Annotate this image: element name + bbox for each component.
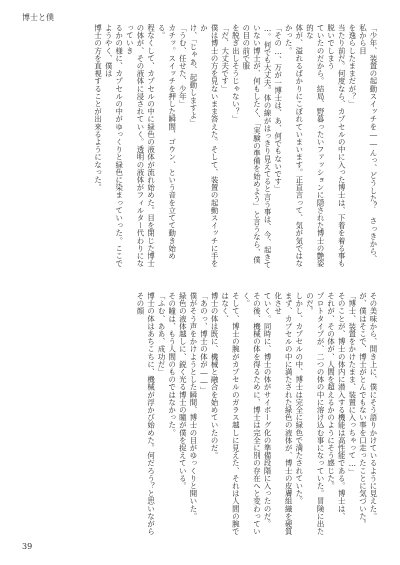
text-line: ていく。同時に、博士の体がサイボーグ化の準備段階に入ったのだ。 — [263, 292, 273, 528]
text-line: 程なくして、カプセルの中に緑色の液体が流れ始めた。目を閉じた博士 — [146, 24, 156, 268]
text-line: それが、その体が、人間を超えるかのようにそう感じた。 — [326, 292, 336, 490]
top-text-block — [92, 24, 378, 270]
page-header: 博士と僕 — [22, 13, 54, 22]
text-line: まず、カプセルの中に満たされた緑色の液体が、博士の皮膚組織を硬質化させ — [273, 292, 294, 536]
text-line: 僕がそう声をかけようとした瞬間、博士の目がゆっくりと開いた。 — [188, 292, 198, 520]
text-line: 当たり前だ。何度なら、カプセルの中に入った博士は、下着を着る事も脱いでしまう — [326, 24, 347, 268]
text-line: 「その…、万が一博士は、あ、何でもないです」 — [273, 24, 283, 193]
text-line: その瞳は、もう人間のものではなかった。 — [167, 292, 177, 437]
text-line: 「少年、装置の起動スイッチを――んっ、どうした？ さっきから、私から目 — [358, 24, 378, 263]
text-line: 「ふむ、ああ、成功だ」 — [157, 292, 167, 376]
text-line: プロトタイプが、二つの体の中に溶け込む事になっていた。冒険に出たのだ。 — [305, 292, 326, 536]
text-line: 体が、溢れるばかりにこぼれていまいます。正直言って、気が気ではなかった。 — [284, 24, 304, 268]
text-line: け、「じゃあ、起動しますよ」 — [188, 24, 198, 127]
text-line: ていたのだから。結局、野暮ったいファッションに隠された博士の艶姿的な — [305, 24, 326, 268]
text-line: 「だ、大丈夫です」 — [220, 24, 230, 93]
bottom-text-block — [134, 292, 378, 542]
text-line: その美味から、開き上に、僕にそう語りかけているように見えた。 — [369, 292, 378, 520]
text-line: 緑色の液体越しに、鋭く光る博士の瞳が僕を捉えている。 — [178, 292, 188, 490]
text-line: カチッ。スイッチを押した瞬間、ゴウン、という音を立てて動き始める。 — [157, 24, 177, 260]
text-line: 博士の体は既に、機械と融合を始めていたのだ。 — [210, 292, 220, 460]
text-line: を逸らしたままだが？」 — [347, 24, 357, 108]
text-line: 「うむ、任せた、少年」 — [178, 24, 188, 108]
text-line: の体が、その液体に浸されていく。透明の液体がフィルター代わりになっていき — [125, 24, 145, 268]
text-line: 僕は博士の方を見ないまま答えた。そして、装置の起動スイッチに手をか — [199, 24, 220, 268]
text-line: を脱ぎ出しそうじゃない？」 — [231, 24, 241, 123]
text-line: …。何でも大丈夫。体の線がはっきり見えてると言う事は、今、起きて — [263, 24, 273, 269]
text-line: その後、機械の体を得るために、博士は完全に別の存在へと変わっていく。 — [241, 292, 262, 536]
page-number: 39 — [22, 542, 33, 551]
text-line: いない博士が、何もしたく、「実験の準備を始めよう」と言うなら、僕の目の前で服 — [241, 24, 262, 264]
text-line: そして、博士の腕がカプセルのガラス越しに見えた、それは人間の腕ではなく、 — [220, 292, 241, 536]
text-line: そのことが、博士の体内に潜入する機能は高性能である。博士は、 — [337, 292, 347, 520]
text-line: 「あのっ、博士の体が――」 — [199, 292, 209, 394]
text-line: 博士の体はあちこちに、機械が浮かび始めた。何だろう？と思いながらその顔 — [135, 292, 156, 536]
text-line: が、僕はそこで、博士がとんでもない事を口走ったことに気づいた。 — [358, 292, 368, 528]
text-line: るかの様に、カプセルの中がゆっくりと緑色に染まっていった。ここでようやく、僕は — [104, 24, 124, 268]
text-line: 博士の方を直視することが出来るようになった。 — [93, 24, 103, 192]
text-line: しかし、カプセルの中、博士は完全に緑色で満たされていた。 — [294, 292, 304, 505]
text-line: 「博士、装置をかけたまま、装置に入っちゃって…」 — [347, 292, 357, 476]
